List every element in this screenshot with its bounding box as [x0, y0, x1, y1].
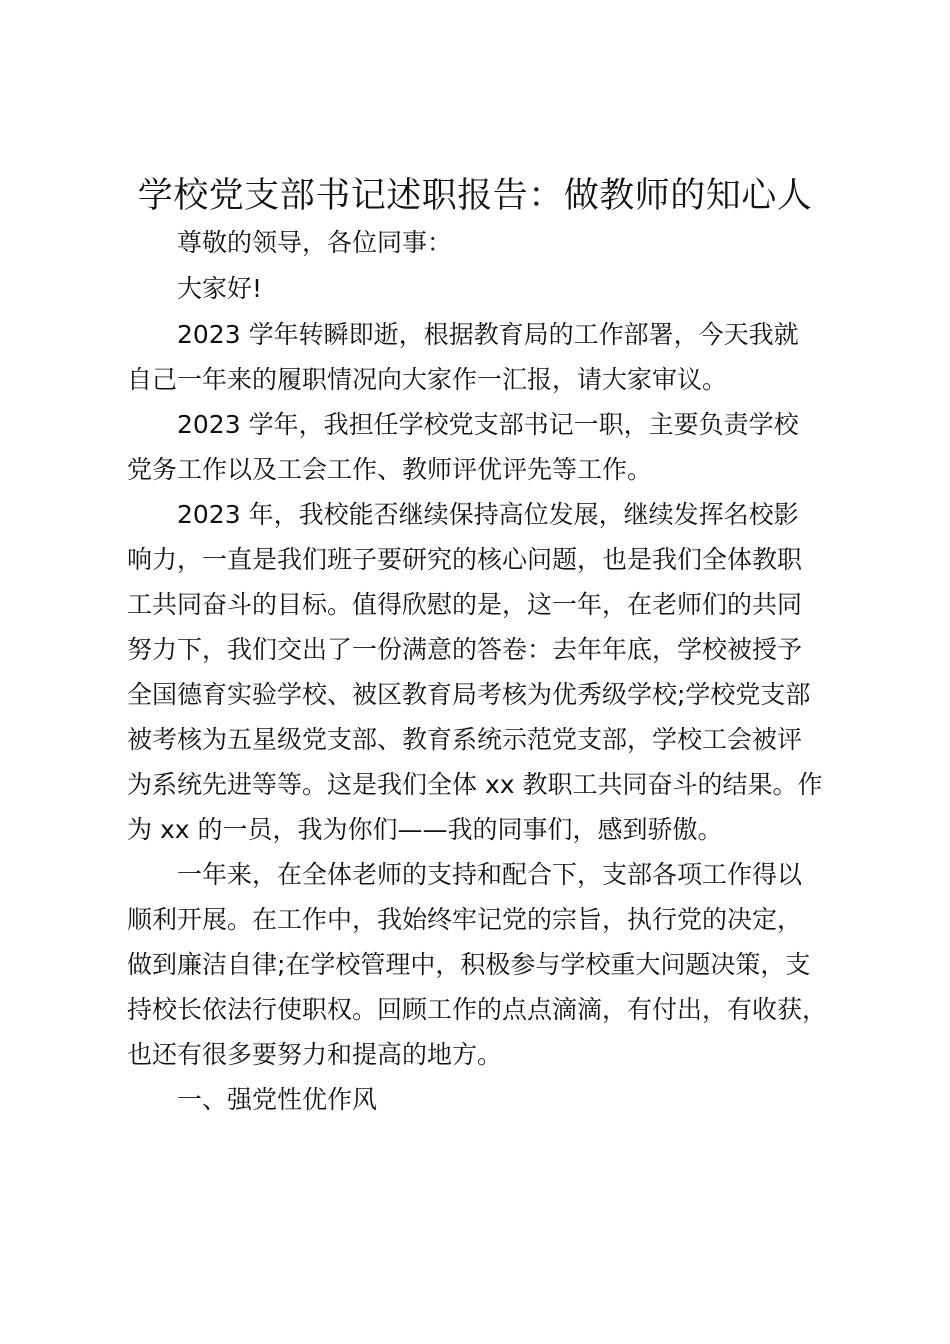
section-heading: 一、强党性优作风 — [127, 1085, 378, 1114]
paragraph-line: 顺利开展。在工作中，我始终牢记党的宗旨，执行党的决定， — [127, 905, 803, 934]
paragraph-line: 持校长依法行使职权。回顾工作的点点滴滴，有付出，有收获， — [127, 995, 828, 1024]
paragraph-line: 2023 学年转瞬即逝，根据教育局的工作部署，今天我就 — [127, 320, 799, 349]
paragraph-line: 也还有很多要努力和提高的地方。 — [127, 1040, 503, 1069]
paragraph-line: 努力下，我们交出了一份满意的答卷：去年年底，学校被授予 — [127, 635, 803, 664]
paragraph-line: 工共同奋斗的目标。值得欣慰的是，这一年，在老师们的共同 — [127, 590, 803, 619]
salutation-line: 尊敬的领导，各位同事： — [127, 228, 453, 257]
paragraph-line: 自己一年来的履职情况向大家作一汇报，请大家审议。 — [127, 365, 728, 394]
document-title: 学校党支部书记述职报告：做教师的知心人 — [137, 176, 813, 216]
paragraph-line: 党务工作以及工会工作、教师评优评先等工作。 — [127, 455, 653, 484]
paragraph-line: 全国德育实验学校、被区教育局考核为优秀级学校;学校党支部 — [127, 680, 811, 709]
paragraph-line: 为 xx 的一员，我为你们——我的同事们，感到骄傲。 — [127, 815, 723, 844]
paragraph-line: 响力，一直是我们班子要研究的核心问题，也是我们全体教职 — [127, 545, 803, 574]
paragraph-line: 被考核为五星级党支部、教育系统示范党支部，学校工会被评 — [127, 725, 803, 754]
paragraph-line: 做到廉洁自律;在学校管理中，积极参与学校重大问题决策，支 — [127, 950, 811, 979]
greeting-line: 大家好! — [127, 274, 263, 303]
paragraph-line: 一年来，在全体老师的支持和配合下，支部各项工作得以 — [127, 860, 803, 889]
paragraph-line: 2023 学年，我担任学校党支部书记一职，主要负责学校 — [127, 410, 799, 439]
paragraph-line: 为系统先进等等。这是我们全体 xx 教职工共同奋斗的结果。作 — [127, 770, 823, 799]
paragraph-line: 2023 年，我校能否继续保持高位发展，继续发挥名校影 — [127, 500, 799, 529]
